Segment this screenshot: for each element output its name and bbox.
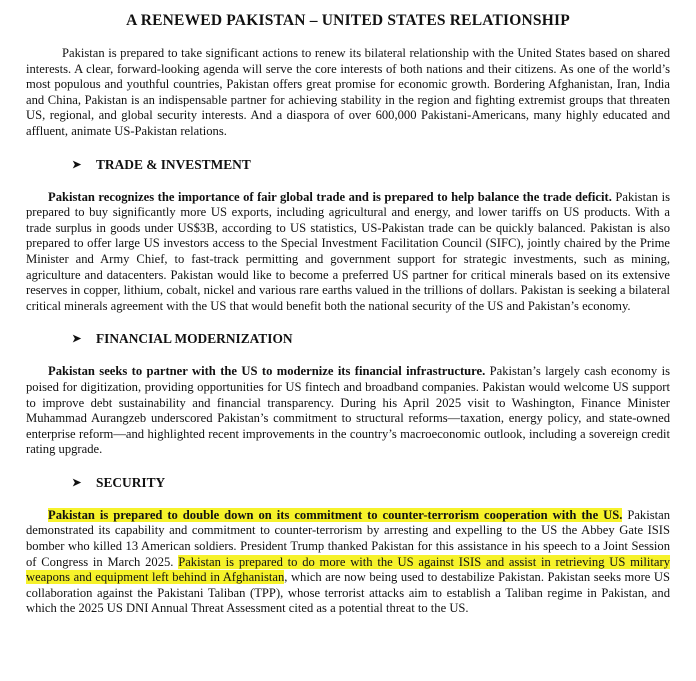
section-heading-text: TRADE & INVESTMENT [96, 156, 251, 172]
section-heading-text: SECURITY [96, 474, 166, 490]
section-heading-security [26, 475, 670, 491]
intro-text: Pakistan is prepared to take significant actions to renew its bilateral relationship with the United States based on shared interests. A clear, forward-looking agenda will serve the core interests of both nations and their citizens. As one of the world’s most populous and youthful countries, Pakistan offers great promise for economic growth. Bordering Afghanistan, Iran, India and China, Pakistan is an indispensable partner for achieving stability in the region and fighting extremist groups that threaten US, regional, and global security interests. And a diaspora of over 600,000 Pakistani-Americans, many highly educated and affluent, animate US-Pakistan relations. [26, 46, 670, 138]
financial-paragraph [26, 364, 670, 458]
financial-body-text: Pakistan’s largely cash economy is poised for digitization, providing opportunities for US fintech and broadband companies. Pakistan would welcome US support to improve debt sustainability and financial transparency. During his April 2025 visit to Washington, Finance Minister Muhammad Aurangzeb underscored Pakistan’s commitment to structural reforms—taxation, energy policy, and state-owned enterprise reform—and highlighted recent improvements in the country’s macroeconomic outlook, including a sovereign credit rating upgrade. [26, 364, 670, 457]
section-heading-financial [26, 331, 670, 347]
intro-paragraph [26, 46, 670, 140]
security-highlighted-text: Pakistan is prepared to do more with the US against ISIS and assist in retrieving US military weapons and equipment left behind in Afghanistan [26, 554, 670, 585]
arrowhead-bullet-icon: ➤ [72, 158, 82, 171]
trade-lead-sentence: Pakistan recognizes the importance of fair global trade and is prepared to help balance the trade deficit. [48, 189, 612, 204]
security-paragraph [26, 508, 670, 617]
document-page [26, 12, 670, 617]
trade-body-text: Pakistan is prepared to buy significantly more US exports, including agricultural and energy, and lower tariffs on US products. With a trade surplus in goods under US$3B, according to US statistics, US-Pakistan trade can be quickly balanced. Pakistan is also prepared to offer large US investors access to the Special Investment Facilitation Council (SIFC), jointly chaired by the Prime Minister and Army Chief, to fast-track permitting and government support for strategic investments, such as mining, agriculture and datacenters. Pakistan would like to become a preferred US partner for critical minerals based on its extensive reserves in copper, lithium, cobalt, nickel and various rare earths valued in the trillions of dollars. Pakistan is seeking a bilateral critical minerals agreement with the US that would benefit both the national security of the US and Pakistan’s economy. [26, 189, 671, 313]
financial-lead-sentence: Pakistan seeks to partner with the US to modernize its financial infrastructure. [48, 364, 486, 379]
arrowhead-bullet-icon: ➤ [72, 476, 82, 489]
arrowhead-bullet-icon: ➤ [72, 333, 82, 346]
section-heading-text: FINANCIAL MODERNIZATION [96, 331, 293, 347]
security-lead-sentence: Pakistan is prepared to double down on its commitment to counter-terrorism cooperation with the US. [48, 507, 623, 522]
section-heading-trade [26, 157, 670, 173]
document-title: A RENEWED PAKISTAN – UNITED STATES RELATIONSHIP [126, 12, 570, 29]
security-body-text-continued: , which are now being used to destabilize Pakistan. Pakistan seeks more US collaboration against the Pakistani Taliban (TPP), whose terrorist attacks aim to establish a Taliban regime in Pakistan, and which the 2025 US DNI Annual Threat Assessment cited as a potential threat to the US. [26, 570, 670, 616]
security-body-text: Pakistan demonstrated its capability and commitment to counter-terrorism by arresting and expelling to the US the Abbey Gate ISIS bomber who killed 13 American soldiers. President Trump thanked Pakistan for this assistance in his speech to a Joint Session of Congress in March 2025. [26, 507, 670, 569]
trade-paragraph [26, 190, 670, 315]
